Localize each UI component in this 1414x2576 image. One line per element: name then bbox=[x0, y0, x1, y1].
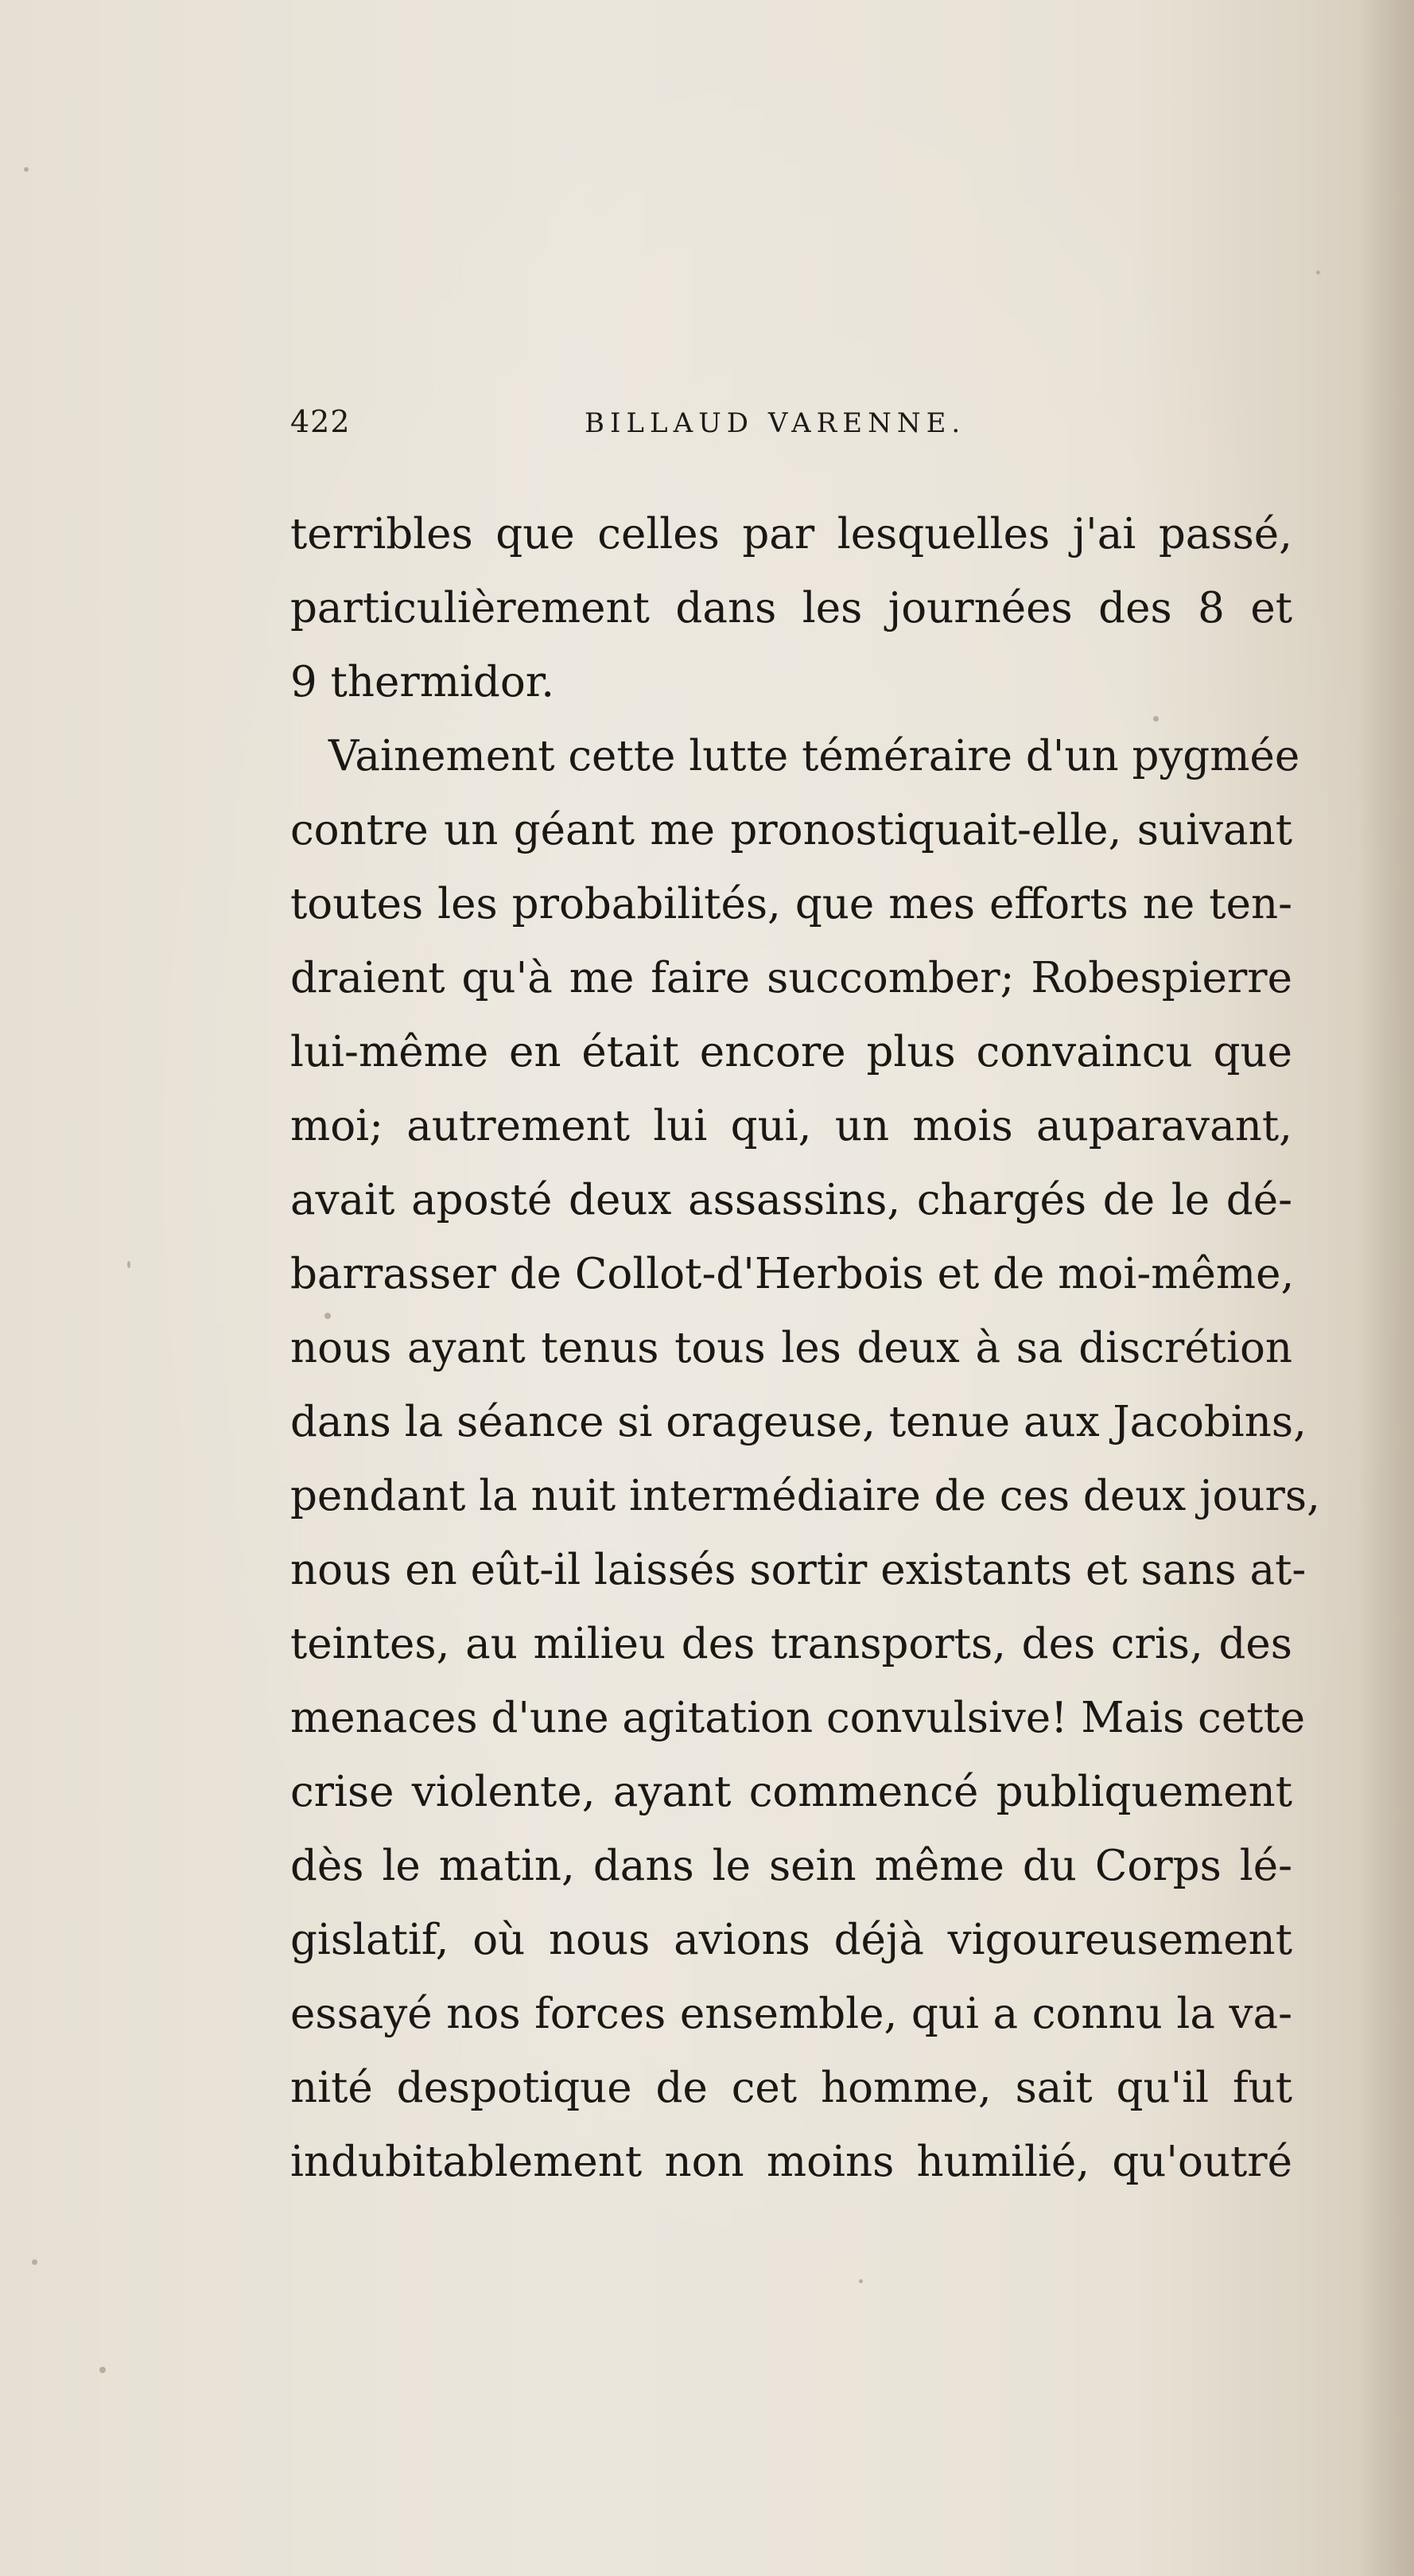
text-line: pendant la nuit intermédiaire de ces deux jours, bbox=[290, 1472, 1320, 1520]
text-line: essayé nos forces ensemble, qui a connu la va- bbox=[290, 1990, 1292, 2038]
text-line: teintes, au milieu des transports, des cris, des bbox=[290, 1620, 1292, 1668]
paper-speck bbox=[127, 1261, 130, 1268]
text-line: toutes les probabilités, que mes efforts ne ten- bbox=[290, 880, 1292, 928]
page-header bbox=[290, 404, 1288, 452]
text-line: nous ayant tenus tous les deux à sa discrétion bbox=[290, 1324, 1292, 1372]
text-line: nous en eût-il laissés sortir existants et sans at- bbox=[290, 1546, 1307, 1594]
text-line: barrasser de Collot-d'Herbois et de moi-même, bbox=[290, 1250, 1295, 1298]
text-line: moi; autrement lui qui, un mois auparavant, bbox=[290, 1102, 1292, 1150]
text-line: particulièrement dans les journées des 8 et bbox=[290, 584, 1292, 632]
paper-speck bbox=[32, 2259, 37, 2265]
paper-speck bbox=[1316, 270, 1320, 274]
text-line: dès le matin, dans le sein même du Corps lé- bbox=[290, 1842, 1292, 1890]
text-line: crise violente, ayant commencé publiquement bbox=[290, 1768, 1292, 1816]
text-line: terribles que celles par lesquelles j'ai passé, bbox=[290, 510, 1292, 558]
text-line: Vainement cette lutte téméraire d'un pygmée bbox=[328, 732, 1300, 780]
paper-speck bbox=[24, 167, 29, 172]
page-number: 422 bbox=[290, 404, 351, 439]
paper-speck bbox=[859, 2279, 863, 2283]
paper-speck bbox=[99, 2367, 106, 2373]
running-title: BILLAUD VARENNE. bbox=[585, 407, 966, 439]
body-text bbox=[290, 497, 1320, 2199]
text-line: avait aposté deux assassins, chargés de le dé- bbox=[290, 1176, 1292, 1224]
text-line: indubitablement non moins humilié, qu'outré bbox=[290, 2138, 1292, 2186]
text-line: 9 thermidor. bbox=[290, 658, 555, 706]
text-line: menaces d'une agitation convulsive! Mais cette bbox=[290, 1694, 1306, 1742]
text-line: lui-même en était encore plus convaincu que bbox=[290, 1028, 1292, 1076]
text-line: draient qu'à me faire succomber; Robespierre bbox=[290, 954, 1292, 1002]
text-line: dans la séance si orageuse, tenue aux Jacobins, bbox=[290, 1398, 1307, 1446]
text-line: nité despotique de cet homme, sait qu'il fut bbox=[290, 2064, 1292, 2112]
text-line: gislatif, où nous avions déjà vigoureusement bbox=[290, 1916, 1292, 1964]
page-edge-shadow bbox=[1358, 0, 1414, 2576]
text-line: contre un géant me pronostiquait-elle, suivant bbox=[290, 806, 1292, 854]
